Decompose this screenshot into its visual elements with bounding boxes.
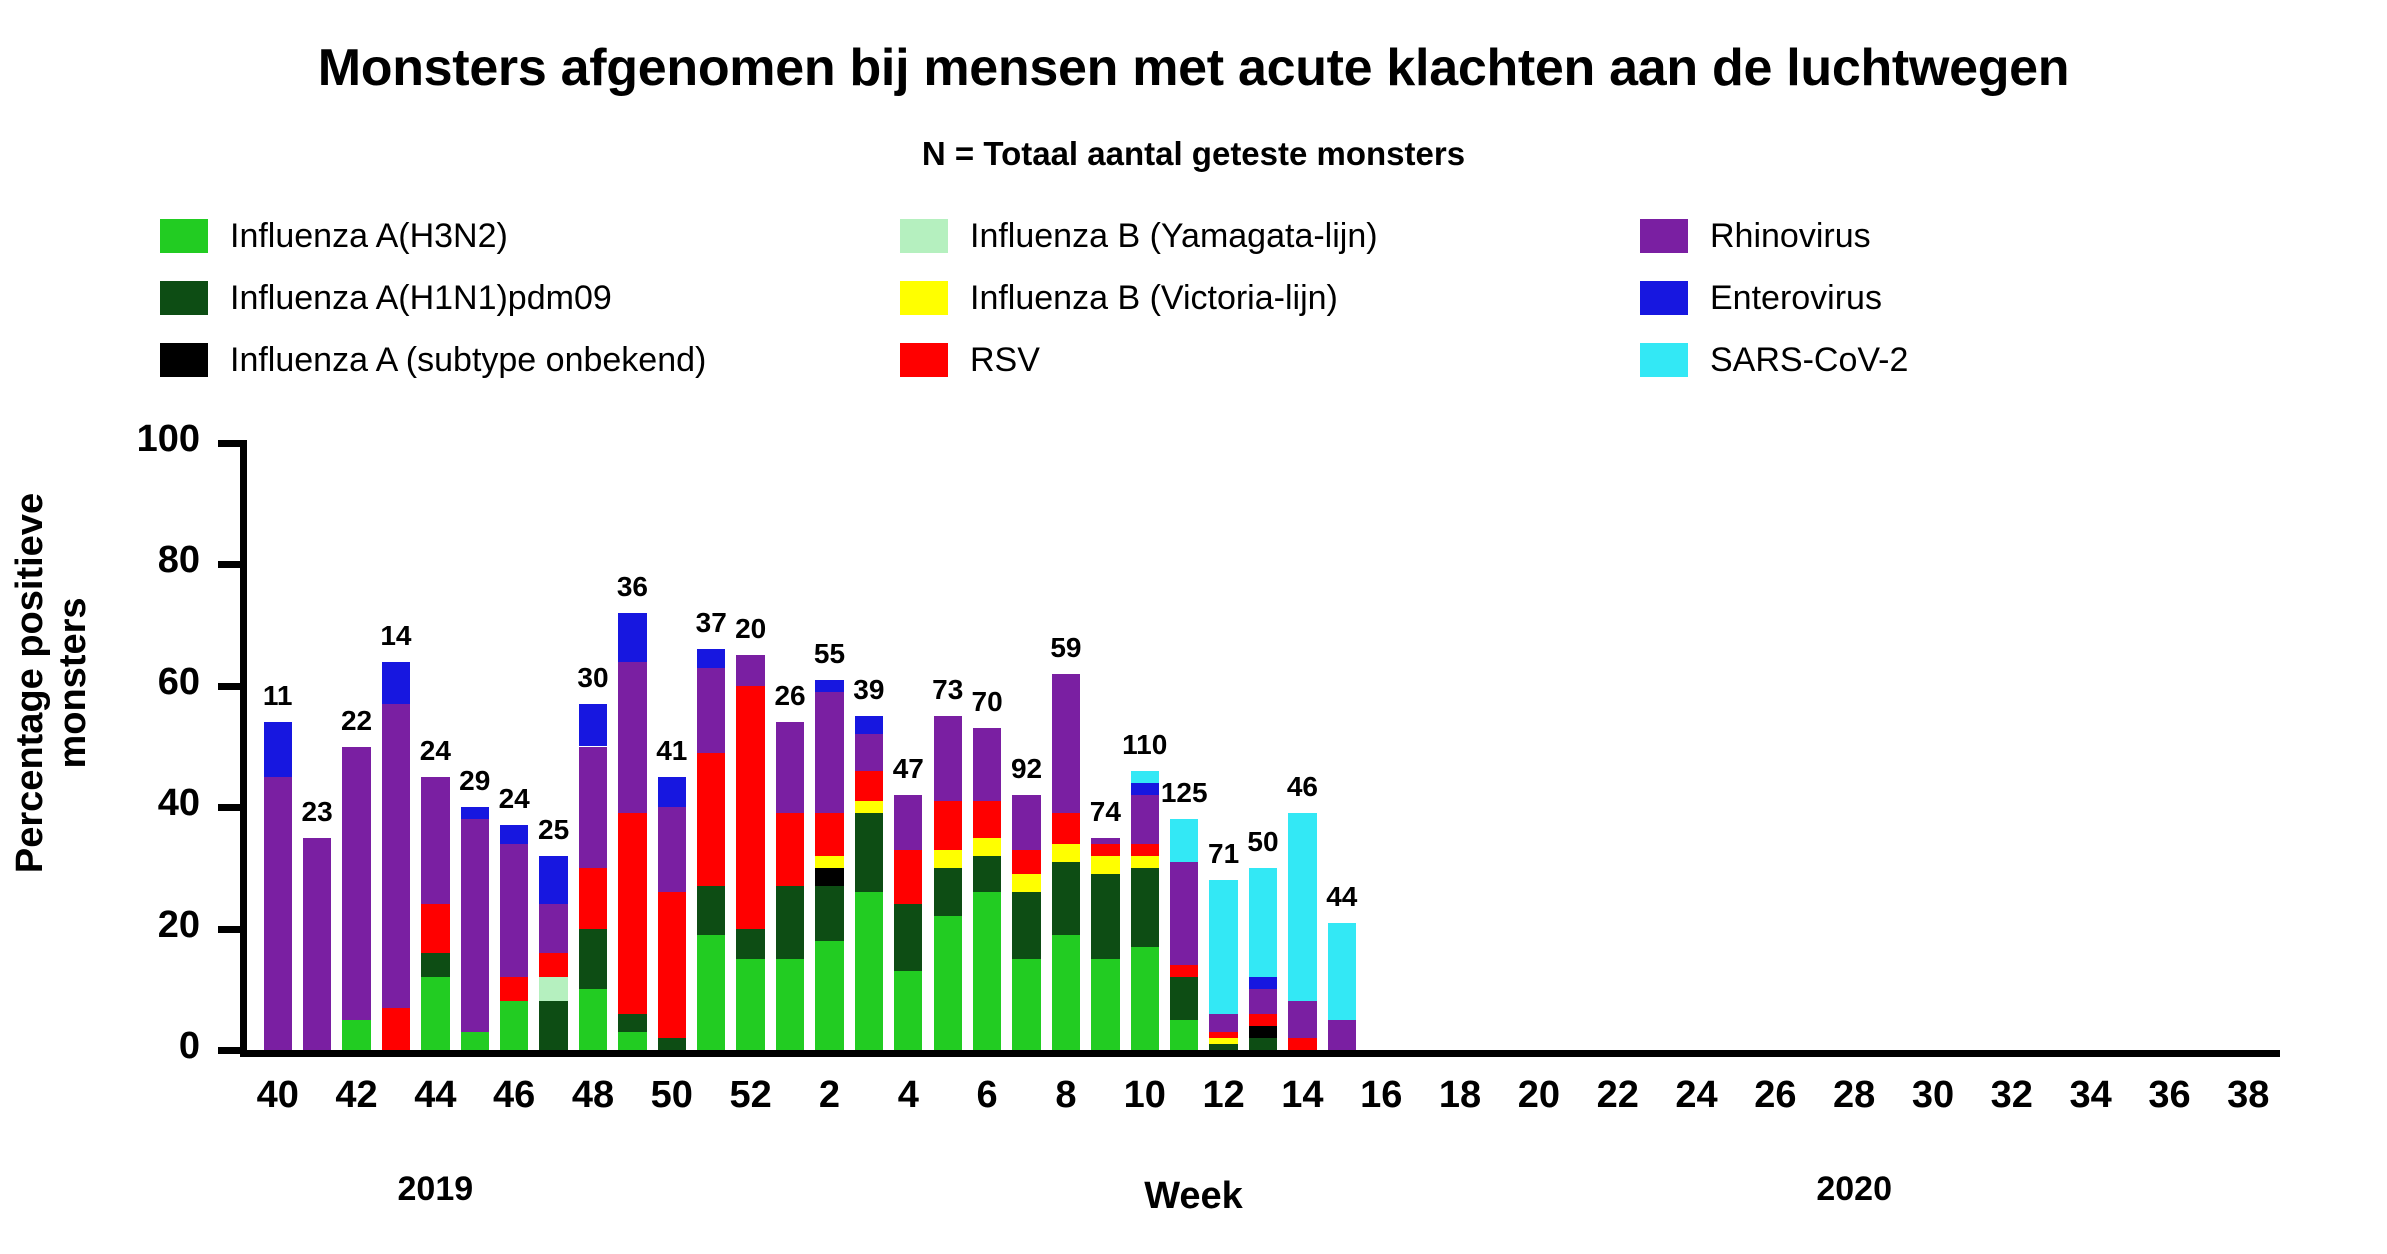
bar-segment [776, 959, 804, 1050]
bar-total-label: 110 [1122, 728, 1168, 760]
bar-segment [815, 813, 843, 855]
bar-segment [934, 850, 962, 868]
bar-segment [500, 844, 528, 978]
x-tick-label: 38 [2227, 1074, 2270, 1116]
bar-4[interactable] [894, 443, 922, 1050]
x-axis-line [240, 1050, 2280, 1057]
bar-segment [1131, 868, 1159, 947]
bar-segment [855, 892, 883, 1050]
bar-total-label: 37 [695, 607, 727, 639]
x-tick-label: 26 [1754, 1074, 1797, 1116]
bar-segment [421, 953, 449, 977]
bar-total-label: 30 [577, 662, 609, 693]
bar-segment [421, 977, 449, 1050]
bar-segment [934, 801, 962, 850]
bar-3[interactable] [855, 443, 883, 1050]
bar-15[interactable] [1328, 443, 1356, 1050]
bar-segment [1091, 959, 1119, 1050]
bar-segment [1091, 874, 1119, 959]
bar-segment [815, 856, 843, 868]
bar-segment [539, 977, 567, 1001]
x-tick-label: 16 [1360, 1074, 1403, 1116]
bar-segment [855, 801, 883, 813]
bar-segment [342, 1020, 370, 1050]
x-axis-label: Week [1144, 1175, 1243, 1217]
bar-segment [1131, 947, 1159, 1050]
x-tick-label: 8 [1055, 1074, 1077, 1116]
bar-segment [1209, 1044, 1237, 1050]
bar-total-label: 14 [380, 619, 412, 651]
bar-segment [579, 929, 607, 990]
x-tick-label: 20 [1517, 1074, 1561, 1116]
x-tick-label: 12 [1202, 1074, 1245, 1116]
bar-segment [973, 801, 1001, 837]
y-tick [218, 561, 240, 568]
bar-segment [894, 850, 922, 905]
x-tick-label: 40 [256, 1074, 299, 1116]
bar-segment [697, 935, 725, 1050]
bar-segment [539, 856, 567, 905]
x-tick-label: 44 [414, 1074, 457, 1116]
y-tick [218, 926, 240, 933]
bar-segment [658, 892, 686, 1038]
bar-segment [1209, 1032, 1237, 1038]
legend-label: SARS-CoV-2 [1710, 341, 1909, 379]
y-axis-line [240, 440, 247, 1053]
bar-segment [1012, 874, 1040, 892]
legend-label: RSV [970, 341, 1040, 379]
bar-segment [934, 916, 962, 1050]
bar-segment [815, 692, 843, 813]
bar-segment [973, 838, 1001, 856]
bar-segment [658, 1038, 686, 1050]
bar-segment [934, 868, 962, 917]
bar-segment [1131, 844, 1159, 856]
bar-41[interactable] [303, 443, 331, 1050]
bar-segment [579, 868, 607, 929]
bar-12[interactable] [1209, 443, 1237, 1050]
bar-segment [1170, 1020, 1198, 1050]
bar-segment [855, 813, 883, 892]
bar-segment [1131, 856, 1159, 868]
bar-total-label: 20 [735, 613, 767, 645]
bar-segment [1249, 989, 1277, 1013]
bar-segment [815, 941, 843, 1050]
bar-segment [382, 662, 410, 704]
bar-segment [1091, 844, 1119, 856]
bar-segment [1170, 862, 1198, 965]
bar-segment [618, 813, 646, 1013]
bar-segment [736, 686, 764, 929]
bar-segment [1249, 1038, 1277, 1050]
bar-segment [934, 716, 962, 801]
legend-label: Influenza B (Victoria-lijn) [970, 279, 1338, 317]
bar-segment [1052, 862, 1080, 935]
year-label-2019: 2019 [397, 1170, 474, 1208]
legend-label: Enterovirus [1710, 279, 1882, 317]
y-tick-label: 80 [157, 539, 200, 582]
bar-segment [579, 747, 607, 868]
bar-total-label: 125 [1160, 777, 1208, 809]
bar-segment [1249, 977, 1277, 989]
bar-segment [894, 971, 922, 1050]
y-tick [218, 804, 240, 811]
bar-segment [579, 704, 607, 746]
x-tick-label: 50 [650, 1074, 693, 1116]
legend-label: Influenza A(H1N1)pdm09 [230, 279, 612, 317]
bar-segment [539, 953, 567, 977]
x-tick-label: 18 [1438, 1074, 1482, 1116]
bar-14[interactable] [1288, 443, 1316, 1050]
bar-segment [1052, 935, 1080, 1050]
bar-segment [1209, 1038, 1237, 1044]
bar-segment [1209, 880, 1237, 1014]
bar-segment [1091, 856, 1119, 874]
bar-1[interactable] [776, 443, 804, 1050]
bar-total-label: 44 [1326, 880, 1358, 912]
bar-segment [500, 1001, 528, 1050]
bar-segment [264, 722, 292, 777]
x-tick-label: 48 [571, 1074, 615, 1116]
bar-segment [618, 613, 646, 662]
y-tick-label: 60 [157, 660, 200, 703]
bar-total-label: 23 [301, 795, 333, 827]
bar-segment [973, 892, 1001, 1050]
bar-segment [736, 959, 764, 1050]
x-tick-label: 30 [1911, 1074, 1955, 1116]
bar-48[interactable] [579, 443, 607, 1050]
legend-label: Influenza B (Yamagata-lijn) [970, 217, 1378, 255]
bar-total-label: 22 [340, 704, 373, 736]
bar-segment [461, 819, 489, 1031]
bar-segment [461, 1032, 489, 1050]
bar-segment [973, 856, 1001, 892]
bar-total-label: 92 [1010, 753, 1043, 785]
bar-segment [894, 795, 922, 850]
bar-segment [815, 868, 843, 886]
bar-segment [815, 886, 843, 941]
bar-total-label: 24 [419, 734, 451, 766]
bar-46[interactable] [500, 443, 528, 1050]
bar-total-label: 11 [262, 680, 293, 712]
y-tick [218, 440, 240, 447]
bar-total-label: 24 [498, 783, 530, 815]
legend-label: Influenza A (subtype onbekend) [230, 341, 707, 379]
bar-segment [658, 807, 686, 892]
bar-11[interactable] [1170, 443, 1198, 1050]
x-tick-label: 10 [1123, 1074, 1166, 1116]
bar-segment [1012, 795, 1040, 850]
bar-total-label: 55 [813, 637, 846, 669]
y-tick-label: 100 [136, 418, 200, 460]
bar-total-label: 36 [616, 570, 648, 602]
bar-segment [776, 813, 804, 886]
y-tick [218, 1047, 240, 1054]
x-tick-label: 22 [1596, 1074, 1639, 1116]
bar-total-label: 41 [656, 734, 688, 766]
bar-42[interactable] [342, 443, 370, 1050]
bar-total-label: 25 [538, 813, 570, 845]
x-tick-label: 4 [897, 1074, 919, 1116]
bar-segment [1249, 868, 1277, 977]
bar-segment [1091, 838, 1119, 844]
bar-segment [1012, 892, 1040, 959]
y-tick-label: 40 [157, 782, 200, 825]
bar-segment [1209, 1014, 1237, 1032]
year-label-2020: 2020 [1816, 1170, 1892, 1208]
x-tick-label: 32 [1990, 1074, 2033, 1116]
bar-segment [697, 753, 725, 887]
bar-segment [894, 904, 922, 971]
bar-segment [618, 1032, 646, 1050]
legend-label: Rhinovirus [1710, 217, 1871, 255]
bar-segment [1012, 850, 1040, 874]
y-axis-label: Percentage positieve monsters [9, 492, 94, 874]
bar-segment [697, 649, 725, 667]
bar-total-label: 70 [971, 686, 1003, 718]
bar-total-label: 50 [1247, 825, 1279, 857]
bar-segment [1249, 1026, 1277, 1038]
x-tick-label: 6 [976, 1074, 998, 1116]
bar-40[interactable] [264, 443, 292, 1050]
x-tick-label: 24 [1675, 1074, 1718, 1116]
bar-segment [579, 989, 607, 1050]
bar-total-label: 74 [1089, 795, 1121, 827]
x-tick-label: 52 [729, 1074, 772, 1116]
x-tick-label: 42 [335, 1074, 378, 1116]
bar-segment [1328, 923, 1356, 1020]
bar-segment [1288, 1001, 1316, 1037]
bar-segment [539, 1001, 567, 1050]
bar-total-label: 46 [1286, 771, 1318, 803]
bar-segment [1170, 965, 1198, 977]
bar-segment [736, 929, 764, 959]
bar-segment [539, 904, 567, 953]
bar-6[interactable] [973, 443, 1001, 1050]
bar-total-label: 73 [932, 674, 964, 706]
bar-segment [500, 977, 528, 1001]
bar-total-label: 39 [853, 674, 885, 706]
x-tick-label: 28 [1833, 1074, 1876, 1116]
bar-total-label: 29 [459, 765, 491, 797]
bar-segment [382, 1008, 410, 1050]
bar-segment [776, 886, 804, 959]
x-tick-label: 46 [493, 1074, 536, 1116]
x-tick-label: 34 [2069, 1074, 2112, 1116]
bar-segment [1328, 1020, 1356, 1050]
bar-8[interactable] [1052, 443, 1080, 1050]
bar-segment [1052, 844, 1080, 862]
bar-51[interactable] [697, 443, 725, 1050]
bar-45[interactable] [461, 443, 489, 1050]
bar-segment [618, 1014, 646, 1032]
bar-segment [855, 716, 883, 734]
chart-subtitle: N = Totaal aantal geteste monsters [921, 135, 1466, 172]
bar-5[interactable] [934, 443, 962, 1050]
y-tick-label: 20 [157, 903, 200, 946]
bar-52[interactable] [736, 443, 764, 1050]
bar-total-label: 71 [1208, 838, 1240, 870]
bar-total-label: 26 [774, 680, 806, 712]
bar-segment [342, 747, 370, 1020]
bar-segment [1052, 674, 1080, 814]
bar-total-label: 47 [892, 753, 924, 785]
legend-label: Influenza A(H3N2) [230, 217, 508, 255]
bar-total-label: 59 [1050, 631, 1082, 663]
bar-segment [776, 722, 804, 813]
bar-2[interactable] [815, 443, 843, 1050]
bar-13[interactable] [1249, 443, 1277, 1050]
chart-title: Monsters afgenomen bij mensen met acute klachten aan de luchtwegen [317, 39, 2070, 97]
y-tick-label: 0 [178, 1025, 200, 1067]
bar-segment [1012, 959, 1040, 1050]
bar-segment [697, 668, 725, 753]
bar-segment [1288, 1038, 1316, 1050]
bar-segment [1170, 977, 1198, 1019]
bar-segment [1249, 1014, 1277, 1026]
bar-47[interactable] [539, 443, 567, 1050]
x-tick-label: 36 [2148, 1074, 2191, 1116]
bar-segment [658, 777, 686, 807]
x-tick-label: 2 [818, 1074, 841, 1116]
bar-segment [421, 904, 449, 953]
bar-segment [697, 886, 725, 935]
x-tick-label: 14 [1281, 1074, 1324, 1116]
bar-7[interactable] [1012, 443, 1040, 1050]
bar-segment [303, 838, 331, 1050]
